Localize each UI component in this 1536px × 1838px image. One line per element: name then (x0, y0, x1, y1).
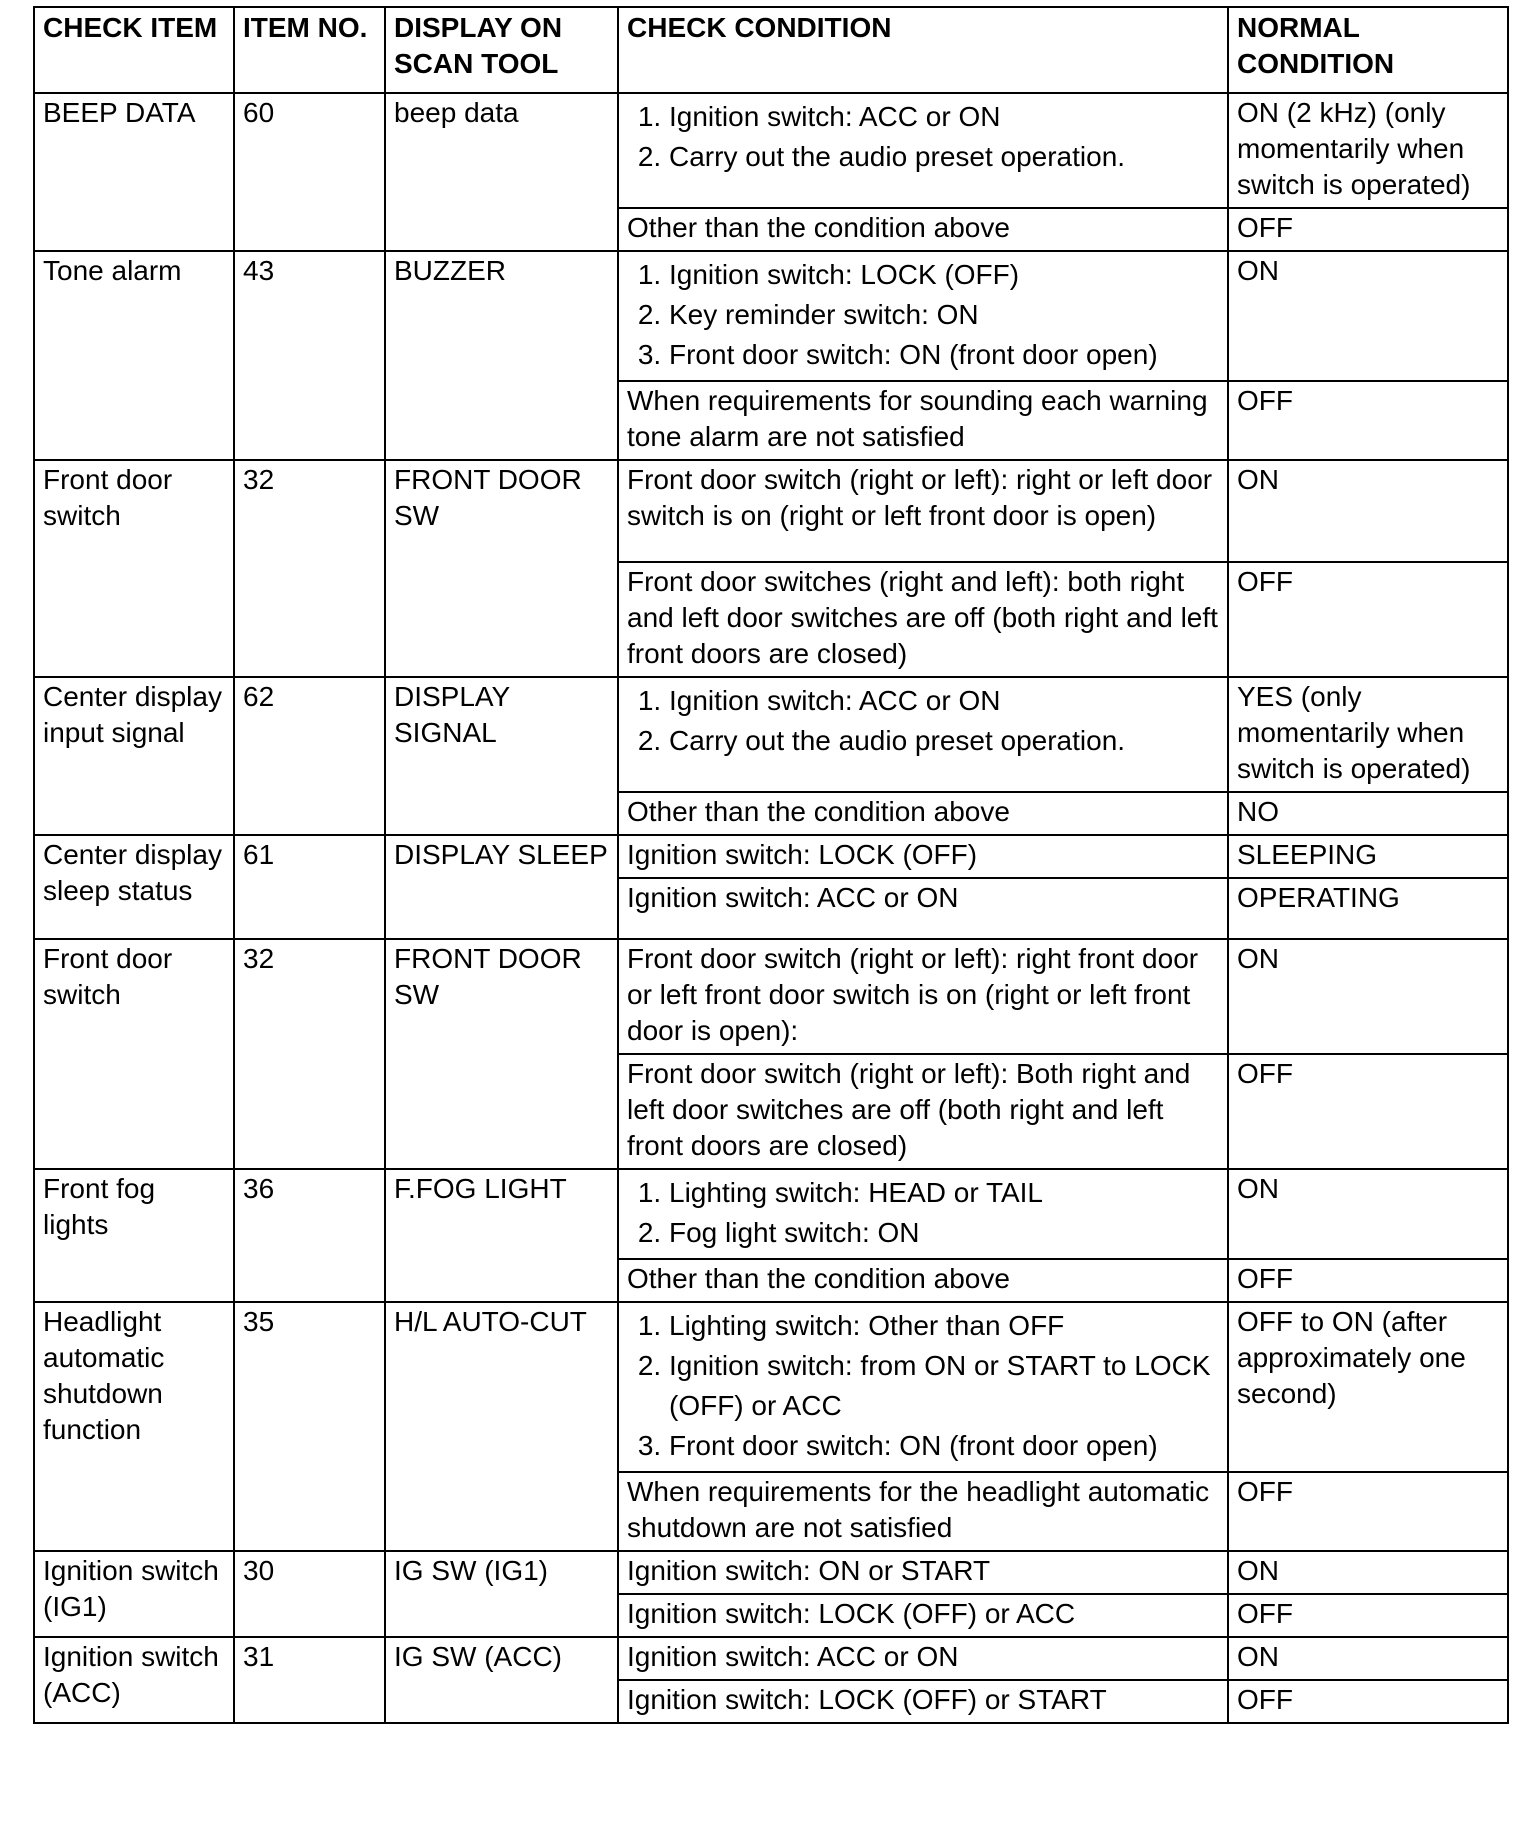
table-row (34, 93, 1508, 208)
check-condition-cell: Ignition switch: LOCK (OFF) or ACC (618, 1594, 1228, 1637)
normal-condition-cell: ON (1228, 1551, 1508, 1594)
scan-tool-display-cell: IG SW (ACC) (385, 1637, 618, 1723)
normal-condition-cell: YES (only momentarily when switch is operated) (1228, 677, 1508, 792)
header-check-condition: CHECK CONDITION (618, 7, 1228, 93)
normal-condition-cell: ON (1228, 1169, 1508, 1259)
normal-condition-cell: OPERATING (1228, 878, 1508, 939)
scan-tool-display-cell: beep data (385, 93, 618, 251)
check-condition-cell (618, 93, 1228, 208)
table-row (34, 939, 1508, 1054)
check-item-table (33, 6, 1509, 1724)
normal-condition-cell: SLEEPING (1228, 835, 1508, 878)
header-normal-condition: NORMAL CONDITION (1228, 7, 1508, 93)
normal-condition-cell: NO (1228, 792, 1508, 835)
item-no-cell: 61 (234, 835, 385, 939)
condition-step: 1. Ignition switch: LOCK (OFF) (669, 255, 1219, 295)
check-item-cell: Center display sleep status (34, 835, 234, 939)
normal-condition-cell: OFF (1228, 1594, 1508, 1637)
scan-tool-display-cell: BUZZER (385, 251, 618, 460)
check-condition-cell: Ignition switch: ON or START (618, 1551, 1228, 1594)
condition-step: 2. Carry out the audio preset operation. (669, 721, 1219, 761)
condition-step: 3. Front door switch: ON (front door open) (669, 335, 1219, 375)
check-item-cell: Headlight automatic shutdown function (34, 1302, 234, 1551)
scan-tool-display-cell: DISPLAY SIGNAL (385, 677, 618, 835)
condition-steps-list (627, 678, 1219, 766)
table-row (34, 835, 1508, 878)
normal-condition-cell: OFF (1228, 1680, 1508, 1723)
normal-condition-cell: ON (1228, 1637, 1508, 1680)
item-no-cell: 32 (234, 939, 385, 1169)
check-condition-cell: Ignition switch: LOCK (OFF) (618, 835, 1228, 878)
condition-steps-list (627, 94, 1219, 182)
item-no-cell: 31 (234, 1637, 385, 1723)
check-condition-cell: Front door switch (right or left): Both right and left door switches are off (both right and left front doors are closed) (618, 1054, 1228, 1169)
normal-condition-cell: ON (1228, 251, 1508, 381)
condition-steps-list (627, 252, 1219, 380)
table-row (34, 251, 1508, 381)
normal-condition-cell: ON (1228, 939, 1508, 1054)
table-row (34, 1302, 1508, 1472)
header-check-item: CHECK ITEM (34, 7, 234, 93)
normal-condition-cell: OFF (1228, 1472, 1508, 1551)
check-condition-cell: Ignition switch: ACC or ON (618, 1637, 1228, 1680)
scan-tool-display-cell: FRONT DOOR SW (385, 460, 618, 677)
check-condition-cell: When requirements for the headlight automatic shutdown are not satisfied (618, 1472, 1228, 1551)
item-no-cell: 32 (234, 460, 385, 677)
check-item-cell: Ignition switch (IG1) (34, 1551, 234, 1637)
normal-condition-cell: OFF (1228, 1054, 1508, 1169)
scan-tool-display-cell: F.FOG LIGHT (385, 1169, 618, 1302)
normal-condition-cell: OFF (1228, 208, 1508, 251)
check-item-cell: Front door switch (34, 939, 234, 1169)
header-display-on-scan-tool: DISPLAY ON SCAN TOOL (385, 7, 618, 93)
table-row (34, 1551, 1508, 1594)
table-row (34, 677, 1508, 792)
normal-condition-cell: OFF to ON (after approximately one second) (1228, 1302, 1508, 1472)
condition-step: 2. Key reminder switch: ON (669, 295, 1219, 335)
check-condition-cell (618, 677, 1228, 792)
table-body (34, 93, 1508, 1723)
check-condition-cell: Other than the condition above (618, 792, 1228, 835)
item-no-cell: 35 (234, 1302, 385, 1551)
item-no-cell: 62 (234, 677, 385, 835)
check-item-cell: Front fog lights (34, 1169, 234, 1302)
scan-tool-display-cell: IG SW (IG1) (385, 1551, 618, 1637)
item-no-cell: 43 (234, 251, 385, 460)
item-no-cell: 36 (234, 1169, 385, 1302)
normal-condition-cell: ON (2 kHz) (only momentarily when switch is operated) (1228, 93, 1508, 208)
item-no-cell: 60 (234, 93, 385, 251)
check-condition-cell: Ignition switch: ACC or ON (618, 878, 1228, 939)
condition-step: 3. Front door switch: ON (front door open) (669, 1426, 1219, 1466)
condition-step: 2. Ignition switch: from ON or START to LOCK (OFF) or ACC (669, 1346, 1219, 1426)
check-condition-cell (618, 1169, 1228, 1259)
condition-step: 1. Lighting switch: Other than OFF (669, 1306, 1219, 1346)
check-item-cell: Tone alarm (34, 251, 234, 460)
check-condition-cell: Front door switch (right or left): right front door or left front door switch is on (right or left front door is open): (618, 939, 1228, 1054)
normal-condition-cell: OFF (1228, 1259, 1508, 1302)
check-condition-cell: Other than the condition above (618, 208, 1228, 251)
normal-condition-cell: OFF (1228, 562, 1508, 677)
check-item-cell: Center display input signal (34, 677, 234, 835)
condition-steps-list (627, 1170, 1219, 1258)
header-row (34, 7, 1508, 93)
document-page (33, 6, 1507, 1724)
condition-step: 2. Carry out the audio preset operation. (669, 137, 1219, 177)
header-item-no: ITEM NO. (234, 7, 385, 93)
check-condition-cell: When requirements for sounding each warning tone alarm are not satisfied (618, 381, 1228, 460)
normal-condition-cell: OFF (1228, 381, 1508, 460)
check-condition-cell: Front door switches (right and left): both right and left door switches are off (both right and left front doors are closed) (618, 562, 1228, 677)
condition-step: 2. Fog light switch: ON (669, 1213, 1219, 1253)
condition-step: 1. Ignition switch: ACC or ON (669, 97, 1219, 137)
check-item-cell: Front door switch (34, 460, 234, 677)
table-row (34, 1637, 1508, 1680)
table-row (34, 460, 1508, 562)
scan-tool-display-cell: FRONT DOOR SW (385, 939, 618, 1169)
check-condition-cell: Other than the condition above (618, 1259, 1228, 1302)
item-no-cell: 30 (234, 1551, 385, 1637)
condition-step: 1. Ignition switch: ACC or ON (669, 681, 1219, 721)
check-condition-cell: Ignition switch: LOCK (OFF) or START (618, 1680, 1228, 1723)
scan-tool-display-cell: H/L AUTO-CUT (385, 1302, 618, 1551)
normal-condition-cell: ON (1228, 460, 1508, 562)
condition-steps-list (627, 1303, 1219, 1471)
check-condition-cell (618, 1302, 1228, 1472)
scan-tool-display-cell: DISPLAY SLEEP (385, 835, 618, 939)
check-condition-cell (618, 251, 1228, 381)
check-condition-cell: Front door switch (right or left): right or left door switch is on (right or left front door is open) (618, 460, 1228, 562)
check-item-cell: Ignition switch (ACC) (34, 1637, 234, 1723)
condition-step: 1. Lighting switch: HEAD or TAIL (669, 1173, 1219, 1213)
table-row (34, 1169, 1508, 1259)
check-item-cell: BEEP DATA (34, 93, 234, 251)
